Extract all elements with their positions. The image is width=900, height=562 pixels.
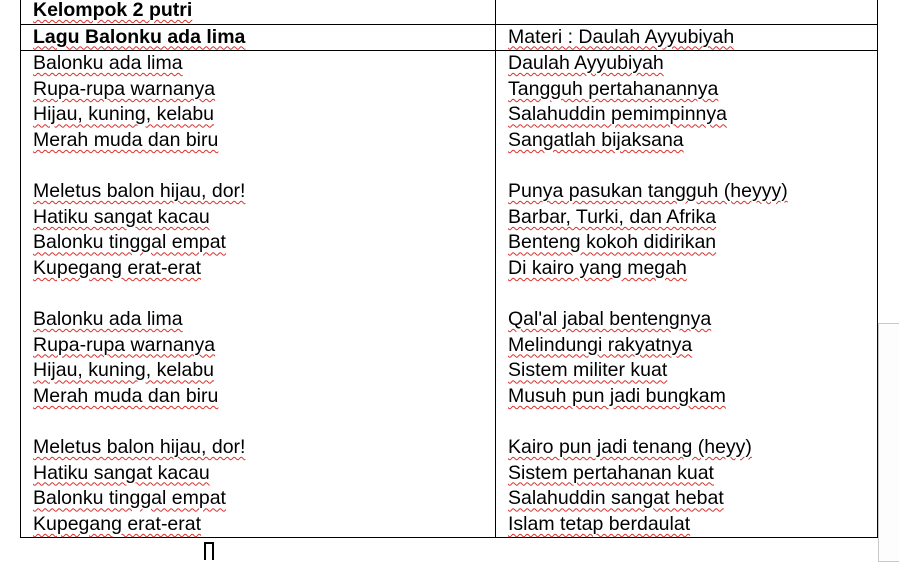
title-row (21, 0, 878, 24)
header-left-cell[interactable] (21, 24, 496, 51)
blank-line (33, 282, 495, 308)
paragraph-mark-icon (204, 542, 214, 560)
blank-line (508, 410, 877, 436)
lyric-line: Sangatlah bijaksana (508, 128, 684, 151)
blank-line (508, 282, 877, 308)
lyrics-table (20, 0, 878, 538)
lyric-line: Hijau, kuning, kelabu (33, 359, 215, 382)
material-title: Materi : Daulah Ayyubiyah (508, 25, 735, 48)
group-title: Kelompok 2 putri (33, 0, 193, 21)
lyric-line: Meletus balon hijau, dor! (33, 180, 246, 203)
lyric-line: Hatiku sangat kacau (33, 461, 210, 484)
header-row (21, 24, 878, 51)
lyric-line: Kupegang erat-erat (33, 512, 202, 535)
lyric-line: Punya pasukan tangguh (heyyy) (508, 180, 788, 203)
lyric-line: Rupa-rupa warnanya (33, 333, 216, 356)
lyric-line: Melindungi rakyatnya (508, 333, 693, 356)
scrollbar-thumb[interactable] (878, 323, 899, 562)
lyric-line: Rupa-rupa warnanya (33, 77, 216, 100)
lyric-line: Daulah Ayyubiyah (508, 52, 664, 75)
lyric-line: Balonku ada lima (33, 52, 183, 75)
lyric-line: Islam tetap berdaulat (508, 512, 691, 535)
lyrics-row (21, 51, 878, 538)
lyric-line: Salahuddin pemimpinnya (508, 103, 727, 126)
lyric-line: Balonku tinggal empat (33, 231, 226, 254)
title-right-cell[interactable] (496, 0, 878, 24)
lyric-line: Qal'al jabal bentengnya (508, 308, 712, 331)
lyric-line: Tangguh pertahanannya (508, 77, 719, 100)
title-right-text (508, 0, 877, 24)
lyric-line: Di kairo yang megah (508, 256, 687, 279)
blank-line (508, 154, 877, 180)
blank-line (33, 410, 495, 436)
header-right-cell[interactable] (496, 24, 878, 51)
lyric-line: Sistem pertahanan kuat (508, 461, 714, 484)
lyric-line: Meletus balon hijau, dor! (33, 436, 246, 459)
lyric-line: Sistem militer kuat (508, 359, 668, 382)
blank-line (33, 154, 495, 180)
lyric-line: Hatiku sangat kacau (33, 205, 210, 228)
lyric-line: Barbar, Turki, dan Afrika (508, 205, 717, 228)
lyric-line: Salahuddin sangat hebat (508, 487, 724, 510)
lyric-line: Musuh pun jadi bungkam (508, 384, 726, 407)
lyric-line: Balonku tinggal empat (33, 487, 226, 510)
original-lyrics-cell[interactable] (21, 51, 496, 538)
lyric-line: Benteng kokoh didirikan (508, 231, 717, 254)
lyric-line: Balonku ada lima (33, 308, 183, 331)
song-title: Lagu Balonku ada lima (33, 25, 246, 48)
lyric-line: Merah muda dan biru (33, 128, 219, 151)
lyric-line: Kupegang erat-erat (33, 256, 202, 279)
lyric-line: Hijau, kuning, kelabu (33, 103, 215, 126)
lyric-line: Kairo pun jadi tenang (heyy) (508, 436, 752, 459)
title-left-cell[interactable] (21, 0, 496, 24)
lyric-line: Merah muda dan biru (33, 384, 219, 407)
new-lyrics-cell[interactable] (496, 51, 878, 538)
